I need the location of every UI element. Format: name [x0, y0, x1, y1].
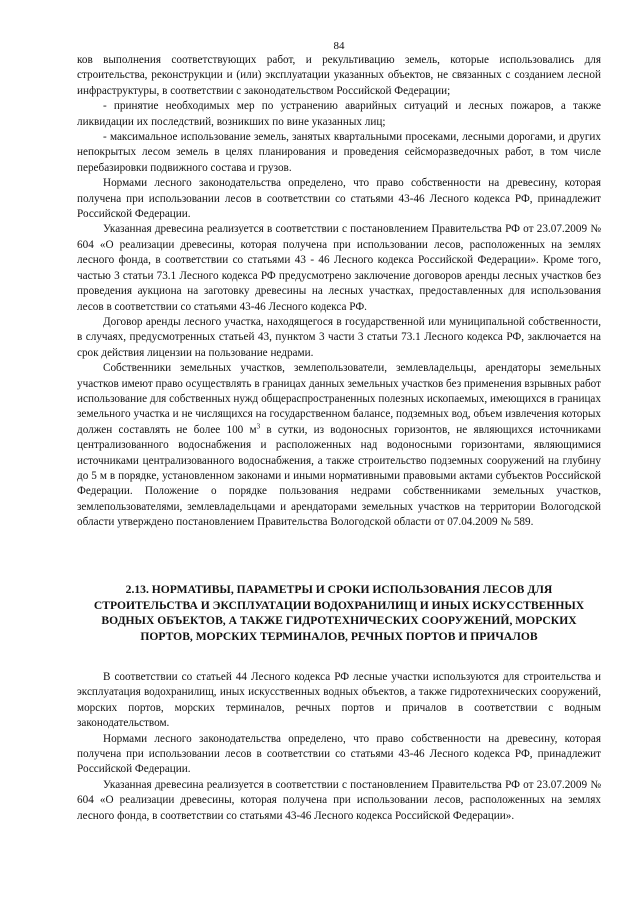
paragraph-article-44: В соответствии со статьей 44 Лесного кодекса РФ лесные участки используются для строительства и эксплуатация водохранилищ, иных искусственных водных объектов, а также гидротехнических сооружений, морских портов, морских терминалов, речных портов и причалов в соответствии с водным законодательством.: [77, 671, 601, 730]
section-body-top: [77, 53, 601, 531]
section-heading: 2.13. НОРМАТИВЫ, ПАРАМЕТРЫ И СРОКИ ИСПОЛЬЗОВАНИЯ ЛЕСОВ ДЛЯ СТРОИТЕЛЬСТВА И ЭКСПЛУАТАЦИИ ВОДОХРАНИЛИЩ И ИНЫХ ИСКУССТВЕННЫХ ВОДНЫХ ОБЪЕКТОВ, А ТАКЖЕ ГИДРОТЕХНИЧЕСКИХ СООРУЖЕНИЙ, МОРСКИХ ПОРТОВ, МОРСКИХ ТЕРМИНАЛОВ, РЕЧНЫХ ПОРТОВ И ПРИЧАЛОВ: [93, 583, 585, 643]
section-body-bottom: [77, 670, 601, 824]
paragraph-land-owners: [77, 361, 601, 530]
owners-text-after: в сутки, из водоносных горизонтов, не являющихся источниками централизованного водоснабжения и расположенных над водоносными горизонтами, являющимися источниками централизованного водоснабжения, а также строительство подземных сооружений на глубину до 5 м в порядке, установленном законами и иными нормативными правовыми актами субъектов Российской Федерации. Положение о порядке пользования недрами собственниками земельных участков, землепользователями, землевладельцами и арендаторами земельных участков на территории Вологодской области утверждено постановлением Правительства Вологодской области от 07.04.2009 № 589.: [77, 423, 601, 529]
paragraph-emergency-measures: - принятие необходимых мер по устранению аварийных ситуаций и лесных пожаров, а также ликвидации их последствий, возникших по вине указанных лиц;: [77, 100, 601, 128]
paragraph-wood-ownership: Нормами лесного законодательства определено, что право собственности на древесину, которая получена при использовании лесов в соответствии со статьями 43-46 Лесного кодекса РФ, принадлежит Российской Федерации.: [77, 177, 601, 221]
paragraph-wood-sale-2: Указанная древесина реализуется в соответствии с постановлением Правительства РФ от 23.07.2009 № 604 «О реализации древесины, которая получена при использовании лесов, расположенных на землях лесного фонда, в соответствии со статьями 43-46 Лесного кодекса Российской Федерации».: [77, 778, 601, 822]
paragraph-wood-ownership-2: Нормами лесного законодательства определено, что право собственности на древесину, которая получена при использовании лесов в соответствии со статьями 43-46 Лесного кодекса РФ, принадлежит Российской Федерации.: [77, 732, 601, 776]
paragraph-land-use: - максимальное использование земель, занятых квартальными просеками, лесными дорогами, и других непокрытых лесом земель в целях планирования и проведения сейсморазведочных работ, в том числе перебазировки подвижного состава и грузов.: [77, 131, 601, 174]
paragraph-wood-sale: Указанная древесина реализуется в соответствии с постановлением Правительства РФ от 23.07.2009 № 604 «О реализации древесины, которая получена при использовании лесов, расположенных на землях лесного фонда, в соответствии со статьями 43 - 46 Лесного кодекса Российской Федерации». Кроме того, частью 3 статьи 73.1 Лесного кодекса РФ предусмотрено заключение договоров аренды лесных участков без проведения аукциона на заготовку древесины на лесных участках, предоставленных для использования лесов в соответствии со статьями 43-46 Лесного кодекса РФ.: [77, 223, 601, 313]
paragraph-lease-agreement: Договор аренды лесного участка, находящегося в государственной или муниципальной собственности, в случаях, предусмотренных статьей 43, пунктом 3 части 3 статьи 73.1 Лесного кодекса РФ, заключается на срок действия лицензии на пользование недрами.: [77, 315, 601, 359]
paragraph-continuation: ков выполнения соответствующих работ, и рекультивацию земель, которые использовались для строительства, реконструкции и (или) эксплуатации указанных объектов, не связанных с созданием лесной инфраструктуры, в соответствии с законодательством Российской Федерации;: [77, 54, 601, 97]
page-number: 84: [333, 40, 345, 52]
section-heading-block: [77, 582, 601, 644]
owners-text-before: Собственники земельных участков, землепользователи, землевладельцы, арендаторы земельных участков имеют право осуществлять в границах данных земельных участков без применения взрывных работ использование для собственных нужд общераспространенных полезных ископаемых, имеющихся в границах земельного участка и не числящихся на государственном балансе, подземных вод, объем извлечения которых должен составлять не более 100 м: [77, 362, 601, 436]
cubic-superscript: 3: [256, 422, 261, 431]
